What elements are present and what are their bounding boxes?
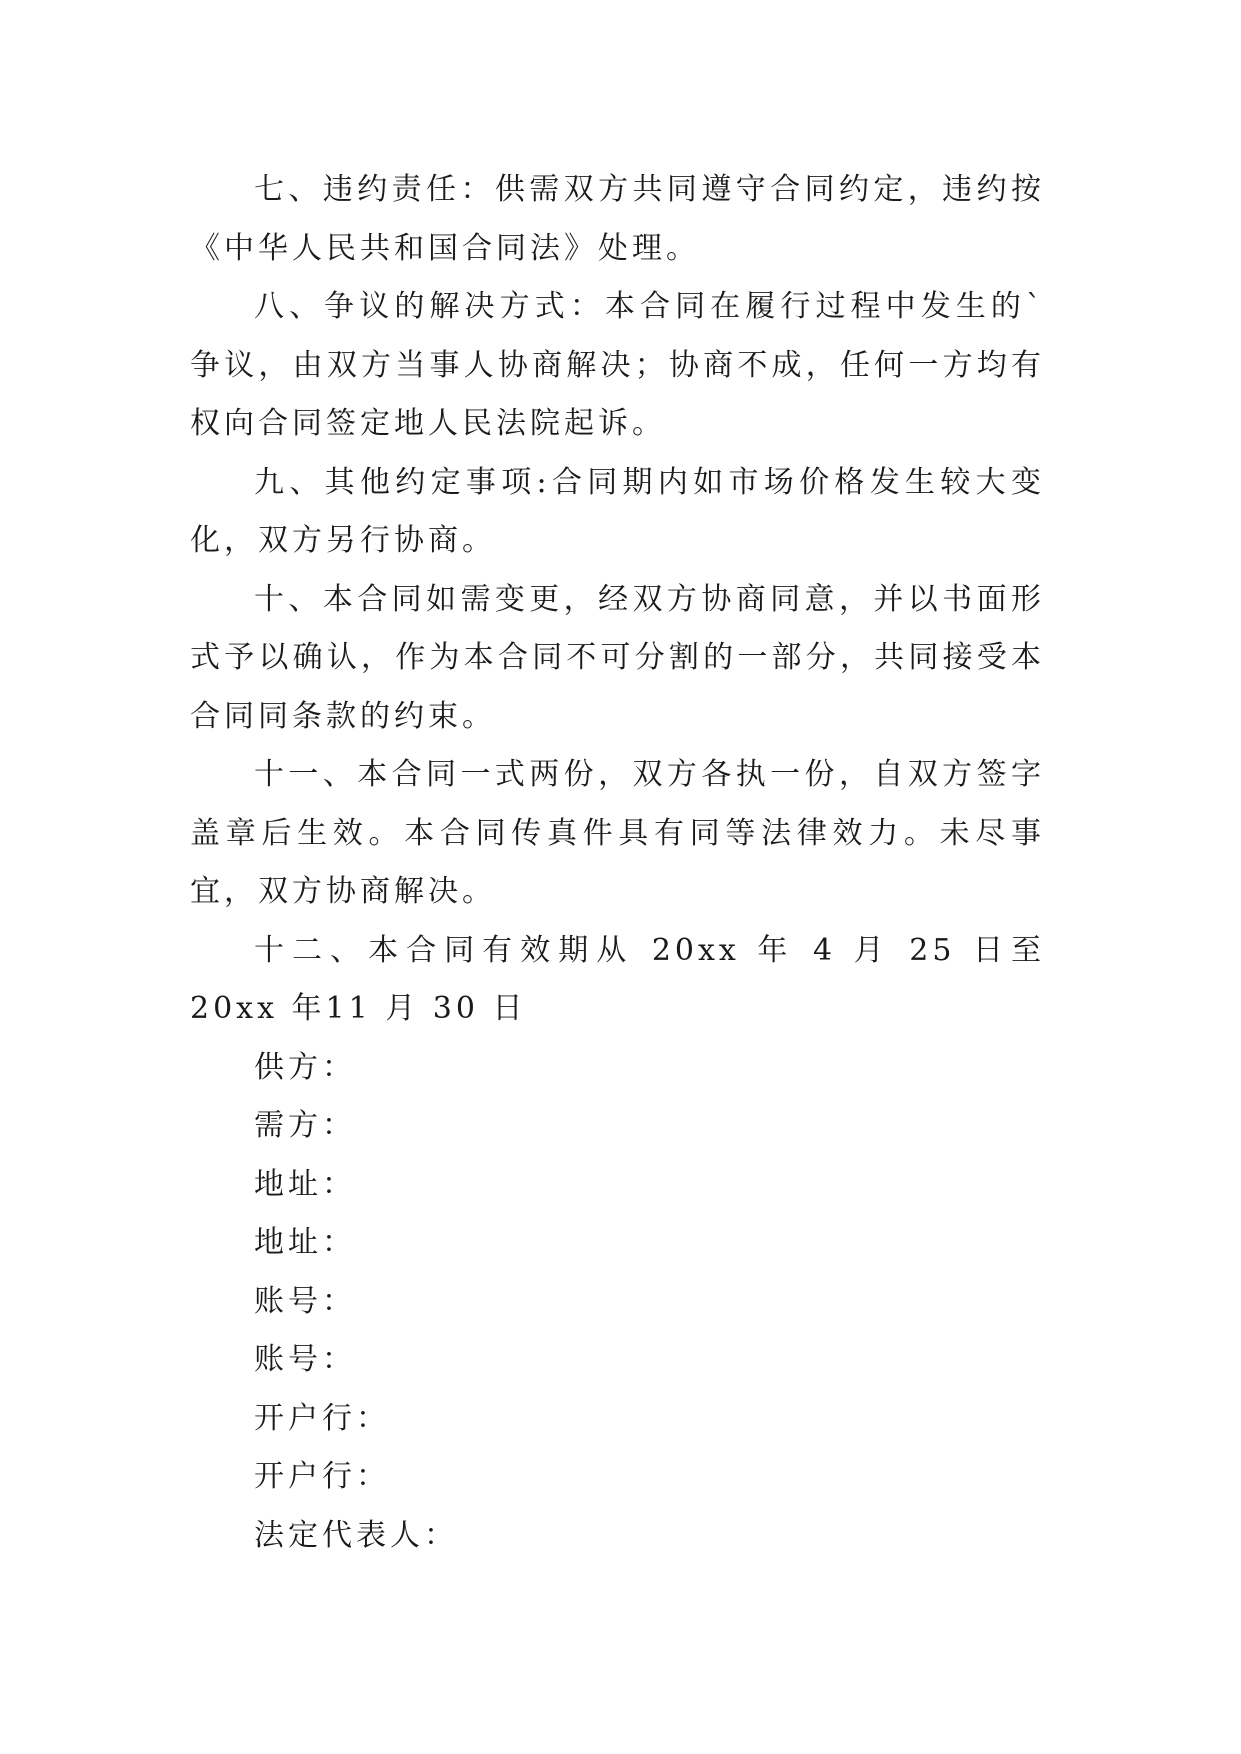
clause-10-amendment: 十、本合同如需变更，经双方协商同意，并以书面形式予以确认，作为本合同不可分割的一部分，共同接受本合同同条款的约束。	[190, 581, 1045, 734]
clause-9-other-terms: 九、其他约定事项:合同期内如市场价格发生较大变化，双方另行协商。	[190, 464, 1045, 558]
buyer-label: 需方：	[254, 1108, 356, 1143]
clause-11-copies-effectiveness: 十一、本合同一式两份，双方各执一份，自双方签字盖章后生效。本合同传真件具有同等法律效力。未尽事宜，双方协商解决。	[190, 757, 1045, 909]
contract-body	[190, 161, 1045, 1565]
signature-block	[190, 1039, 1045, 1566]
buyer-account-label: 账号：	[254, 1342, 356, 1377]
legal-representative-label: 法定代表人：	[254, 1517, 458, 1553]
supplier-address-label: 地址：	[254, 1166, 356, 1202]
clause-12-validity-period: 十二、本合同有效期从 20xx 年 4 月 25 日至20xx 年11 月 30 日	[190, 932, 1045, 1026]
supplier-bank-label: 开户行：	[254, 1400, 390, 1436]
clause-8-dispute-resolution: 八、争议的解决方式：本合同在履行过程中发生的`争议，由双方当事人协商解决；协商不成，任何一方均有权向合同签定地人民法院起诉。	[190, 289, 1045, 441]
supplier-account-label: 账号：	[254, 1283, 356, 1319]
buyer-address-label: 地址：	[254, 1225, 356, 1260]
clause-7-breach-liability: 七、违约责任：供需双方共同遵守合同约定，违约按《中华人民共和国合同法》处理。	[190, 172, 1045, 266]
supplier-label: 供方：	[254, 1049, 356, 1085]
buyer-bank-label: 开户行：	[254, 1459, 390, 1494]
